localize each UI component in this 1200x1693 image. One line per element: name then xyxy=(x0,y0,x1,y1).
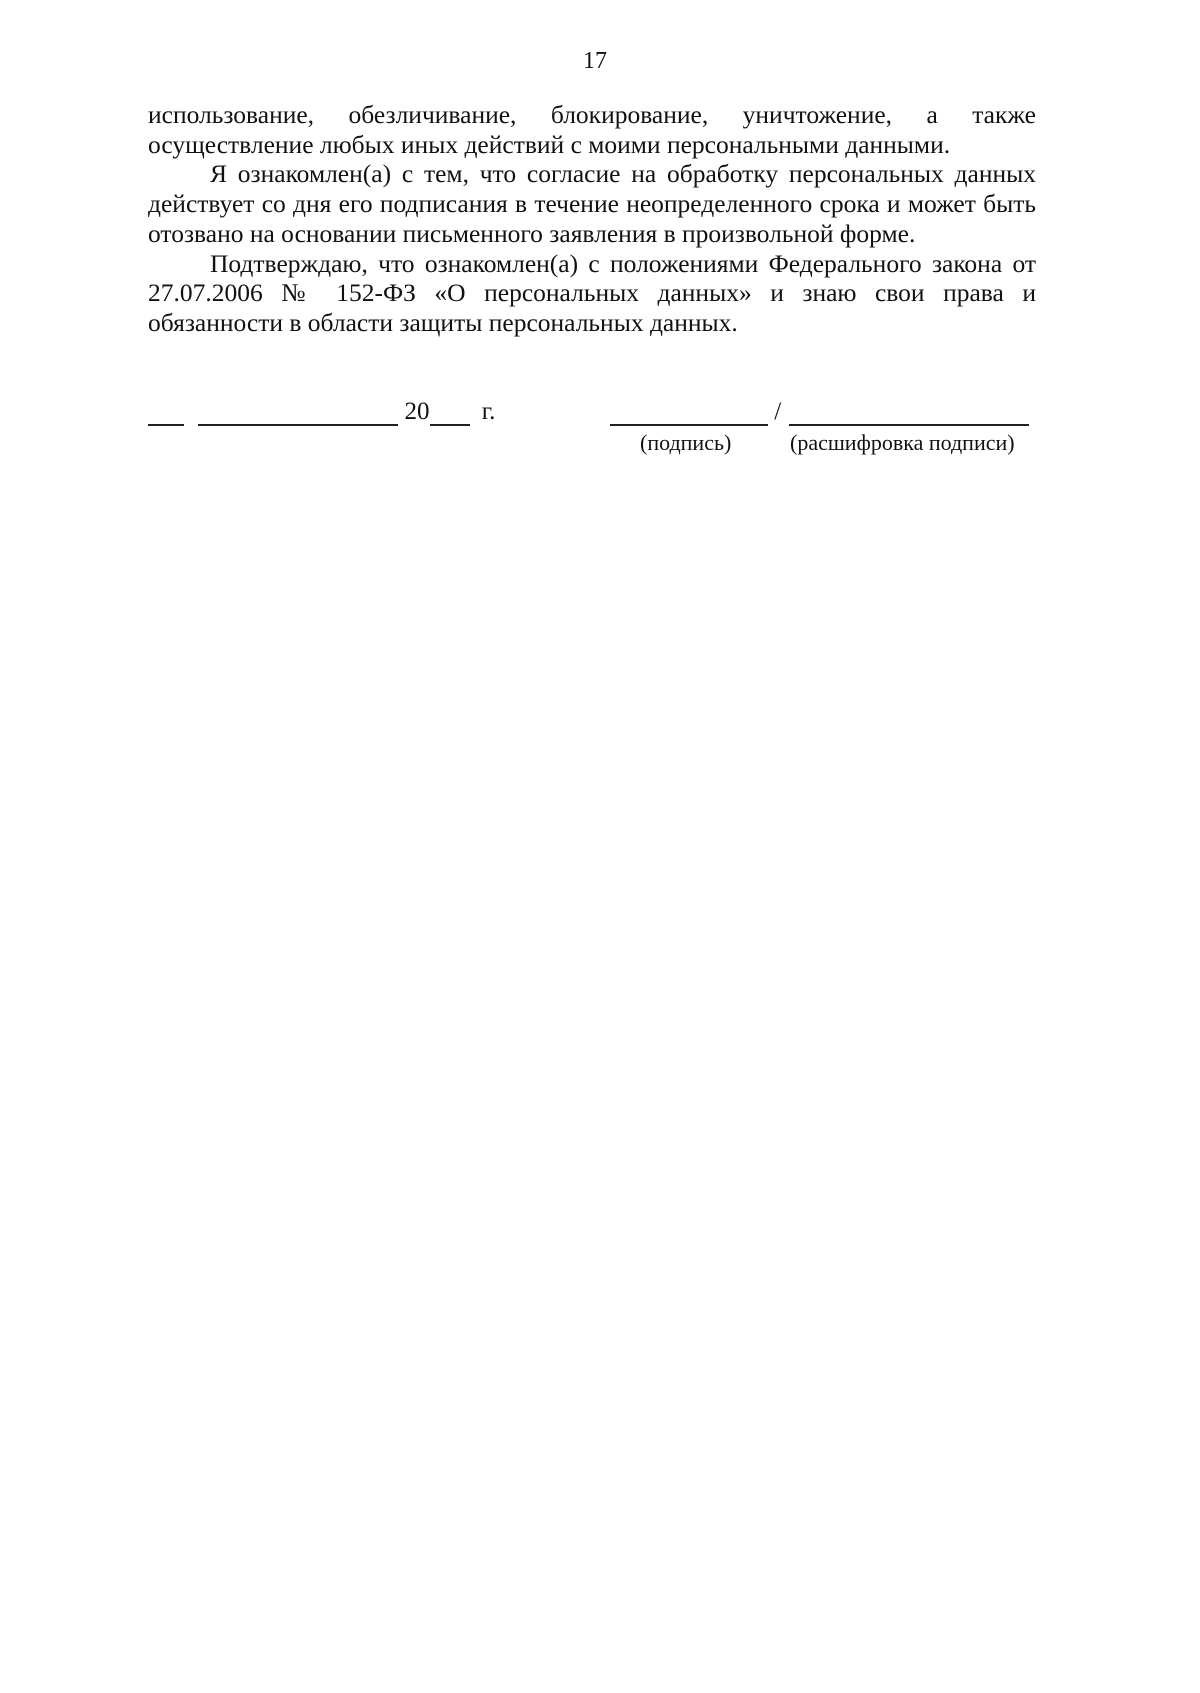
signature-blank xyxy=(610,396,768,426)
year-suffix: г. xyxy=(481,398,496,425)
year-prefix: 20 xyxy=(404,398,430,425)
decoding-blank xyxy=(789,396,1029,426)
signature-field xyxy=(610,396,1029,426)
month-blank xyxy=(198,396,398,426)
page-number: 17 xyxy=(583,48,607,74)
document-body xyxy=(148,100,1036,338)
paragraph: Я ознакомлен(а) с тем, что согласие на обработку персональных данных действует со дня его подписания в течение неопределенного срока и может быть отозвано на основании письменного заявления в произвольной форме. xyxy=(148,159,1036,248)
decoding-caption: (расшифровка подписи) xyxy=(790,430,1015,455)
paragraph: Подтверждаю, что ознакомлен(а) с положениями Федерального закона от 27.07.2006 № 152-ФЗ «О персональных данных» и знаю свои права и обязанности в области защиты персональных данных. xyxy=(148,248,1036,337)
year-blank xyxy=(430,396,470,426)
signature-caption: (подпись) xyxy=(640,430,732,455)
day-blank xyxy=(148,396,184,426)
paragraph: использование, обезличивание, блокирование, уничтожение, а также осуществление любых иных действий с моими персональными данными. xyxy=(148,100,1036,159)
separator: / xyxy=(774,398,782,425)
date-field xyxy=(148,396,495,426)
